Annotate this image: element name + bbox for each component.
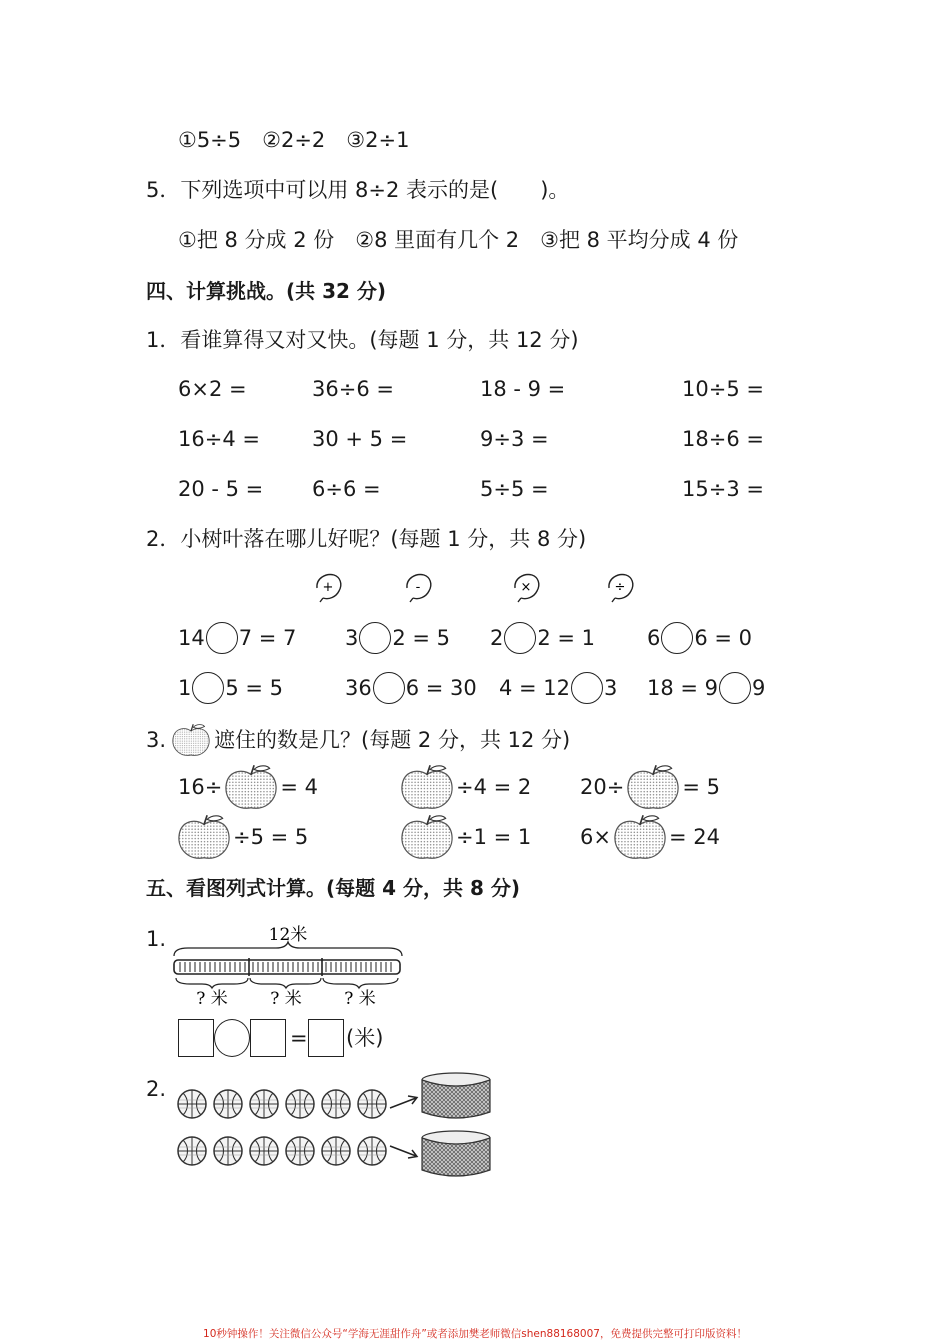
- calc-item: 6×2 =: [178, 377, 247, 401]
- calc-item: 9÷3 =: [480, 427, 549, 451]
- leaf-sign: +: [322, 580, 334, 595]
- answer-box[interactable]: [178, 1019, 214, 1057]
- circle-equation: 36 6 = 30: [345, 672, 477, 704]
- total-length-label: 12米: [268, 925, 308, 945]
- answer-circle[interactable]: [719, 672, 751, 704]
- basketball-icon: [284, 1088, 316, 1120]
- apple-equation: ÷4 = 2: [398, 762, 531, 812]
- part-length-label: ? 米: [344, 989, 376, 1009]
- s5-q2-number: 2.: [146, 1077, 167, 1101]
- basketball-icon: [320, 1088, 352, 1120]
- calc-item: 5÷5 =: [480, 477, 549, 501]
- arrow-icon: [388, 1092, 422, 1112]
- circle-equation: 6 6 = 0: [647, 622, 752, 654]
- basketball-icon: [176, 1088, 208, 1120]
- calc-item: 36÷6 =: [312, 377, 394, 401]
- calc-item: 15÷3 =: [682, 477, 764, 501]
- apple-equation: 20÷ = 5: [580, 762, 720, 812]
- basketball-icon: [356, 1088, 388, 1120]
- operator-circle[interactable]: [214, 1019, 250, 1057]
- answer-circle[interactable]: [373, 672, 405, 704]
- circle-equation: 14 7 = 7: [178, 622, 296, 654]
- leaf-icon: [604, 570, 638, 604]
- answer-circle[interactable]: [192, 672, 224, 704]
- apple-icon: [611, 812, 669, 862]
- basketball-icon: [248, 1088, 280, 1120]
- apple-icon: [170, 722, 212, 758]
- section4-title: 四、计算挑战。(共 32 分): [146, 279, 387, 303]
- circle-equation: 18 = 9 9: [647, 672, 765, 704]
- basket-icon: [418, 1128, 494, 1180]
- apple-icon: [222, 762, 280, 812]
- basketball-icon: [176, 1135, 208, 1167]
- apple-icon: [398, 812, 456, 862]
- unit-label: (米): [346, 1026, 384, 1050]
- s5-q1-number: 1.: [146, 927, 167, 951]
- basketball-row: [176, 1088, 388, 1120]
- calc-item: 18 - 9 =: [480, 377, 566, 401]
- answer-circle[interactable]: [359, 622, 391, 654]
- basketball-row: [176, 1135, 388, 1167]
- leaf-icon: [402, 570, 436, 604]
- part-length-label: ? 米: [270, 989, 302, 1009]
- q3-number: 3.: [146, 727, 167, 752]
- leaf-sign: ÷: [614, 580, 626, 595]
- apple-icon: [624, 762, 682, 812]
- apple-icon: [175, 812, 233, 862]
- section5-title: 五、看图列式计算。(每题 4 分，共 8 分): [146, 876, 520, 900]
- basketball-icon: [248, 1135, 280, 1167]
- leaf-sign: ×: [520, 580, 532, 595]
- apple-equation: 16÷ = 4: [178, 762, 318, 812]
- basket-icon: [418, 1070, 494, 1122]
- s4-q3-title-row: [146, 722, 570, 758]
- q5-stem: 5．下列选项中可以用 8÷2 表示的是( )。: [146, 178, 570, 202]
- answer-box[interactable]: [250, 1019, 286, 1057]
- part-length-label: ? 米: [196, 989, 228, 1009]
- circle-equation: 4 = 12 3: [499, 672, 617, 704]
- leaf-icon: [312, 570, 346, 604]
- s4-q2-title: 2．小树叶落在哪儿好呢？(每题 1 分，共 8 分): [146, 527, 587, 551]
- arrow-icon: [388, 1142, 422, 1162]
- s4-q3-title: 遮住的数是几？(每题 2 分，共 12 分): [214, 727, 571, 752]
- calc-item: 18÷6 =: [682, 427, 764, 451]
- basketball-icon: [356, 1135, 388, 1167]
- answer-circle[interactable]: [571, 672, 603, 704]
- q5-options: ①把 8 分成 2 份 ②8 里面有几个 2 ③把 8 平均分成 4 份: [178, 228, 739, 252]
- footer-notice: 10秒钟操作！关注微信公众号“学海无涯甜作舟”或者添加樊老师微信shen88168007，免费提供完整可打印版资料！: [203, 1328, 747, 1340]
- equals-sign: =: [290, 1026, 308, 1050]
- basketball-icon: [212, 1088, 244, 1120]
- basketball-icon: [284, 1135, 316, 1167]
- answer-box[interactable]: [308, 1019, 344, 1057]
- circle-equation: 3 2 = 5: [345, 622, 450, 654]
- answer-circle[interactable]: [661, 622, 693, 654]
- circle-equation: 2 2 = 1: [490, 622, 595, 654]
- basketball-icon: [320, 1135, 352, 1167]
- calc-item: 20 - 5 =: [178, 477, 264, 501]
- q4-options: ①5÷5 ②2÷2 ③2÷1: [178, 128, 410, 152]
- calc-item: 10÷5 =: [682, 377, 764, 401]
- leaf-icon: [510, 570, 544, 604]
- apple-icon: [398, 762, 456, 812]
- circle-equation: 1 5 = 5: [178, 672, 283, 704]
- answer-circle[interactable]: [504, 622, 536, 654]
- basketball-icon: [212, 1135, 244, 1167]
- apple-equation: ÷1 = 1: [398, 812, 531, 862]
- leaf-sign: -: [415, 580, 421, 595]
- apple-equation: ÷5 = 5: [175, 812, 308, 862]
- calc-item: 6÷6 =: [312, 477, 381, 501]
- apple-equation: 6× = 24: [580, 812, 720, 862]
- s4-q1-title: 1．看谁算得又对又快。(每题 1 分，共 12 分): [146, 328, 579, 352]
- answer-circle[interactable]: [206, 622, 238, 654]
- calc-item: 30 + 5 =: [312, 427, 408, 451]
- rope-diagram: [168, 920, 408, 1010]
- calc-item: 16÷4 =: [178, 427, 260, 451]
